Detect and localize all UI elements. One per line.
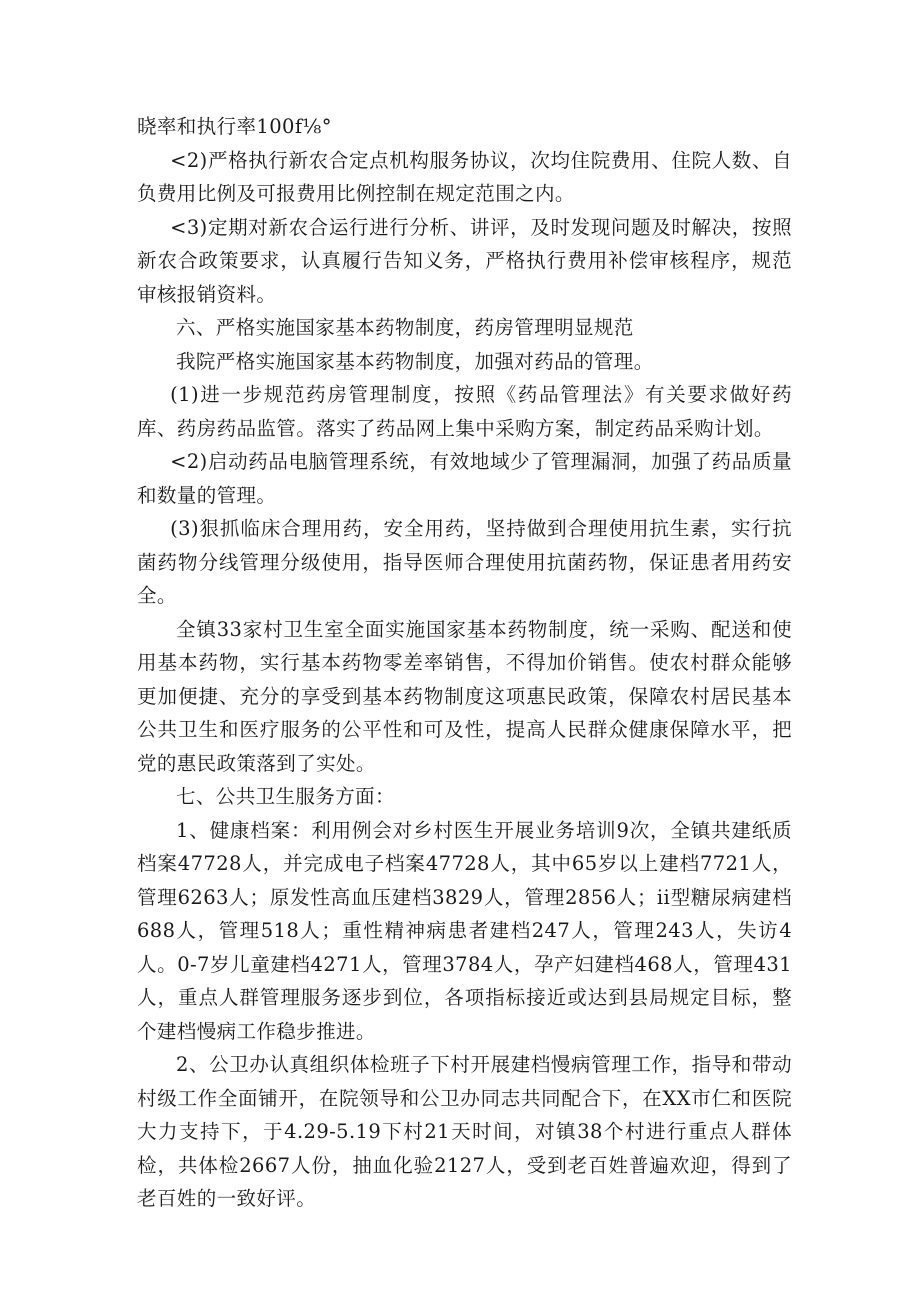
paragraph-health-records: 1、健康档案：利用例会对乡村医生开展业务培训9次，全镇共建纸质档案47728人，并完成电子档案47728人，其中65岁以上建档7721人，管理6263人；原发性高血压建档3829人，管理2856人；ii型糖尿病建档688人，管理518人；重性精神病患者建档247人，管理243人，失访4人。0-7岁儿童建档4271人，管理3784人，孕产妇建档468人，管理431人，重点人群管理服务逐步到位，各项指标接近或达到县局规定目标，整个建档慢病工作稳步推进。 [137,818,792,1043]
paragraph-item-2: <2)严格执行新农合定点机构服务协议，次均住院费用、住院人数、自负费用比例及可报费用比例控制在规定范围之内。 [137,148,792,205]
paragraph-item-3b: (3)狠抓临床合理用药，安全用药，坚持做到合理使用抗生素，实行抗菌药物分线管理分级使用，指导医师合理使用抗菌药物，保证患者用药安全。 [137,517,792,607]
paragraph-physical-exam: 2、公卫办认真组织体检班子下村开展建档慢病管理工作，指导和带动村级工作全面铺开，在院领导和公卫办同志共同配合下，在XX市仁和医院大力支持下，于4.29-5.19下村21天时间，对镇38个村进行重点人群体检，共体检2667人份，抽血化验2127人，受到老百姓普遍欢迎，得到了老百姓的一致好评。 [137,1053,792,1210]
paragraph-intro: 我院严格实施国家基本药物制度，加强对药品的管理。 [176,349,654,373]
section-heading-6: 六、严格实施国家基本药物制度，药房管理明显规范 [176,316,634,339]
paragraph-item-3: <3)定期对新农合运行进行分析、讲评，及时发现问题及时解决，按照新农合政策要求，认真履行告知义务，严格执行费用补偿审核程序，规范审核报销资料。 [137,215,792,306]
paragraph-item-1: (1)进一步规范药房管理制度，按照《药品管理法》有关要求做好药库、药房药品监管。落实了药品网上集中采购方案，制定药品采购计划。 [137,383,792,440]
paragraph-village-clinics: 全镇33家村卫生室全面实施国家基本药物制度，统一采购、配送和使用基本药物，实行基本药物零差率销售，不得加价销售。使农村群众能够更加便捷、充分的享受到基本药物制度这项惠民政策，保障农村居民基本公共卫生和医疗服务的公平性和可及性，提高人民群众健康保障水平，把党的惠民政策落到了实处。 [137,617,792,775]
section-heading-7: 七、公共卫生服务方面： [176,785,395,808]
document-body [137,110,792,1216]
paragraph-continuation: 晓率和执行率100f⅛° [137,115,332,138]
paragraph-item-2b: <2)启动药品电脑管理系统，有效地域少了管理漏洞，加强了药品质量和数量的管理。 [137,450,792,507]
